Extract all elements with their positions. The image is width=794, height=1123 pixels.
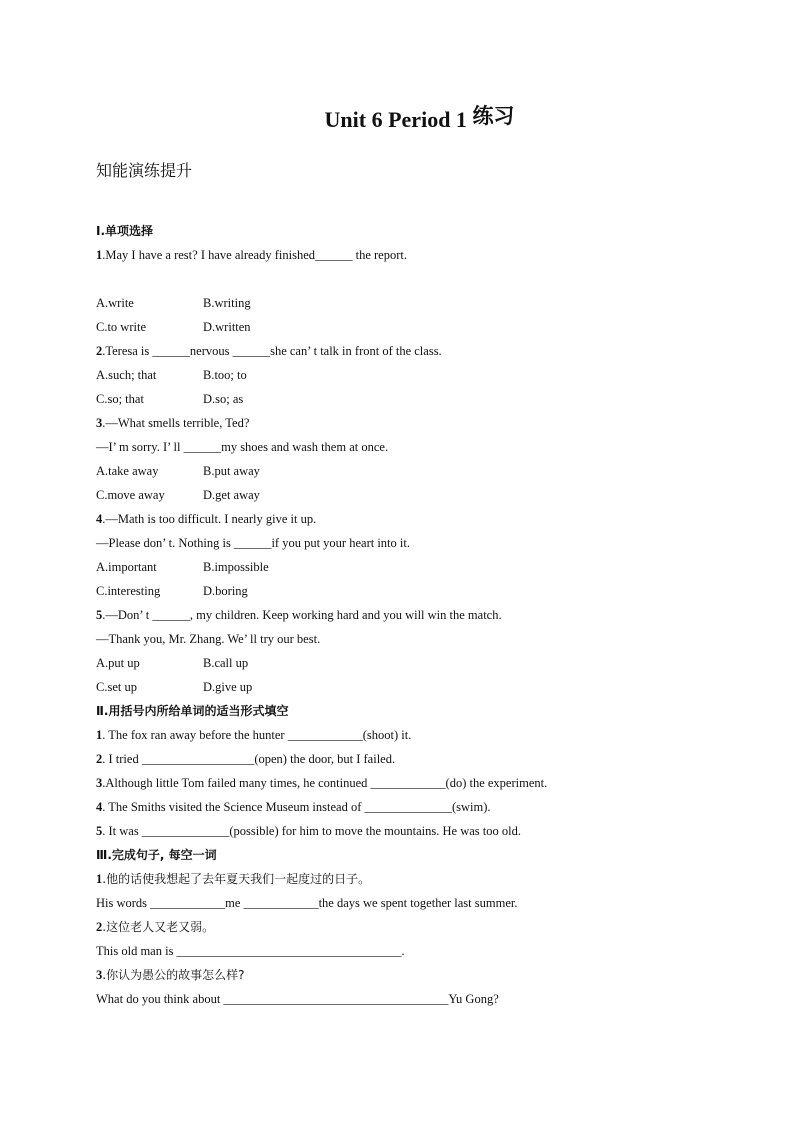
question-number: 5 <box>96 608 103 622</box>
option-b: B.call up <box>203 656 249 670</box>
item-number: 5 <box>96 824 103 838</box>
options-row <box>96 579 716 603</box>
option-c: C.move away <box>96 488 165 502</box>
complete-item-3-english: What do you think about ____________________________________Yu Gong? <box>96 992 499 1006</box>
item-text: . The fox ran away before the hunter ____________(shoot) it. <box>102 728 412 742</box>
complete-item-2-prompt <box>96 915 716 939</box>
fill-item-4 <box>96 795 716 819</box>
option-d: D.written <box>203 320 251 334</box>
item-number: 1 <box>96 728 103 742</box>
option-a: A.important <box>96 560 157 574</box>
complete-item-3-prompt <box>96 963 716 987</box>
option-b: B.impossible <box>203 560 269 574</box>
item-chinese: .他的话使我想起了去年夏天我们一起度过的日子。 <box>102 872 371 886</box>
question-text-line-2: —Please don’ t. Nothing is ______if you put your heart into it. <box>96 536 410 550</box>
question-text: .Teresa is ______nervous ______she can’ t talk in front of the class. <box>102 344 442 358</box>
option-c: C.interesting <box>96 584 161 598</box>
item-number: 4 <box>96 800 103 814</box>
question-1 <box>96 243 716 267</box>
item-text: . The Smiths visited the Science Museum instead of ______________(swim). <box>102 800 491 814</box>
item-number: 2 <box>96 920 103 934</box>
option-c: C.so; that <box>96 392 144 406</box>
question-text: .May I have a rest? I have already finished______ the report. <box>102 248 407 262</box>
question-text-line-2: —Thank you, Mr. Zhang. We’ ll try our best. <box>96 632 321 646</box>
option-d: D.so; as <box>203 392 244 406</box>
question-text: .—Math is too difficult. I nearly give it up. <box>102 512 317 526</box>
options-row <box>96 291 716 315</box>
option-c: C.to write <box>96 320 146 334</box>
options-row <box>96 315 716 339</box>
item-chinese: .这位老人又老又弱。 <box>102 920 215 934</box>
question-number: 3 <box>96 416 103 430</box>
section-heading-2: Ⅱ.用括号内所给单词的适当形式填空 <box>96 704 289 718</box>
fill-item-1 <box>96 723 716 747</box>
options-row <box>96 387 716 411</box>
item-text: . I tried __________________(open) the door, but I failed. <box>102 752 396 766</box>
option-d: D.give up <box>203 680 253 694</box>
question-number: 2 <box>96 344 103 358</box>
option-a: A.such; that <box>96 368 157 382</box>
item-text: . It was ______________(possible) for him to move the mountains. He was too old. <box>102 824 521 838</box>
question-5 <box>96 603 716 627</box>
section-heading-3: Ⅲ.完成句子, 每空一词 <box>96 848 217 862</box>
question-number: 4 <box>96 512 103 526</box>
section-heading-1: Ⅰ.单项选择 <box>96 224 154 238</box>
title-english: Unit 6 Period 1 <box>324 107 467 132</box>
complete-item-1-english: His words ____________me ____________the days we spent together last summer. <box>96 896 518 910</box>
item-number: 1 <box>96 872 103 886</box>
option-b: B.writing <box>203 296 251 310</box>
spacer <box>96 267 716 291</box>
fill-item-3 <box>96 771 716 795</box>
page-subtitle: 知能演练提升 <box>96 161 193 180</box>
question-text: .—Don’ t ______, my children. Keep working hard and you will win the match. <box>102 608 502 622</box>
question-4 <box>96 507 716 531</box>
option-c: C.set up <box>96 680 137 694</box>
options-row <box>96 459 716 483</box>
option-b: B.too; to <box>203 368 247 382</box>
question-text-line-2: —I’ m sorry. I’ ll ______my shoes and wash them at once. <box>96 440 389 454</box>
item-number: 2 <box>96 752 103 766</box>
question-3 <box>96 411 716 435</box>
options-row <box>96 483 716 507</box>
item-text: .Although little Tom failed many times, he continued ____________(do) the experiment. <box>102 776 548 790</box>
complete-item-2-english: This old man is ____________________________________. <box>96 944 405 958</box>
option-a: A.write <box>96 296 134 310</box>
exercise-content <box>96 219 716 1011</box>
options-row <box>96 555 716 579</box>
option-d: D.boring <box>203 584 248 598</box>
options-row <box>96 675 716 699</box>
options-row <box>96 651 716 675</box>
fill-item-5 <box>96 819 716 843</box>
fill-item-2 <box>96 747 716 771</box>
option-a: A.take away <box>96 464 159 478</box>
options-row <box>96 363 716 387</box>
title-chinese: 练习 <box>472 104 515 128</box>
option-b: B.put away <box>203 464 260 478</box>
item-number: 3 <box>96 968 103 982</box>
question-text: .—What smells terrible, Ted? <box>102 416 250 430</box>
item-number: 3 <box>96 776 103 790</box>
option-d: D.get away <box>203 488 260 502</box>
question-2 <box>96 339 716 363</box>
item-chinese: .你认为愚公的故事怎么样? <box>102 968 245 982</box>
page-title <box>0 104 794 134</box>
complete-item-1-prompt <box>96 867 716 891</box>
option-a: A.put up <box>96 656 140 670</box>
question-number: 1 <box>96 248 103 262</box>
